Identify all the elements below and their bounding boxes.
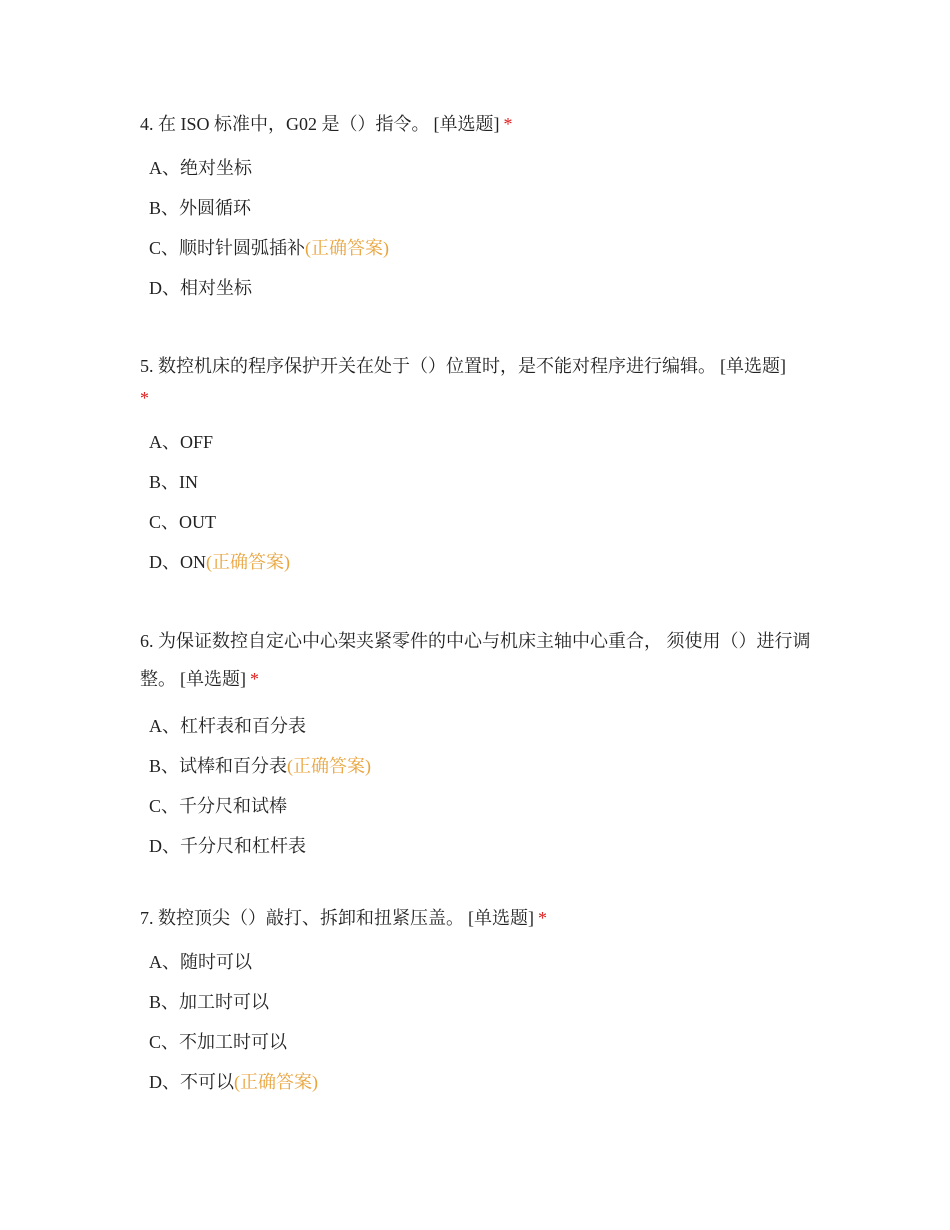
- option-c[interactable]: [140, 786, 820, 826]
- option-text: D、相对坐标: [149, 278, 252, 298]
- required-marker: *: [140, 388, 149, 408]
- option-a[interactable]: [140, 422, 820, 462]
- option-b[interactable]: [140, 188, 820, 228]
- question-type-label: [单选题]: [433, 114, 500, 134]
- option-list: [140, 422, 820, 582]
- option-d[interactable]: [140, 542, 820, 582]
- option-c[interactable]: [140, 1022, 820, 1062]
- option-d[interactable]: [140, 826, 820, 866]
- option-text: B、IN: [149, 472, 198, 492]
- correct-answer-label: (正确答案): [206, 552, 290, 572]
- option-c[interactable]: [140, 228, 820, 268]
- question-type-label: [单选题]: [720, 356, 786, 376]
- question-7: [140, 902, 820, 1102]
- option-c[interactable]: [140, 502, 820, 542]
- option-list: [140, 148, 820, 308]
- option-text: A、随时可以: [149, 952, 252, 972]
- option-text: C、千分尺和试棒: [149, 796, 288, 816]
- question-title: [140, 108, 820, 140]
- question-4: [140, 108, 820, 308]
- question-type-label: [单选题]: [468, 908, 534, 928]
- required-marker: *: [503, 114, 513, 134]
- question-text: 5. 数控机床的程序保护开关在处于（）位置时，是不能对程序进行编辑。: [140, 356, 716, 376]
- option-b[interactable]: [140, 462, 820, 502]
- required-marker: *: [250, 669, 259, 689]
- question-type-label: [单选题]: [180, 669, 246, 689]
- option-text: D、ON: [149, 552, 206, 572]
- option-d[interactable]: [140, 1062, 820, 1102]
- question-title: [140, 622, 820, 698]
- option-text: A、绝对坐标: [149, 158, 252, 178]
- correct-answer-label: (正确答案): [287, 756, 372, 776]
- correct-answer-label: (正确答案): [305, 238, 390, 258]
- option-b[interactable]: [140, 982, 820, 1022]
- option-text: B、加工时可以: [149, 992, 270, 1012]
- option-text: C、不加工时可以: [149, 1032, 288, 1052]
- question-text: 6. 为保证数控自定心中心架夹紧零件的中心与机床主轴中心重合， 须使用（）进行调整。: [140, 631, 811, 689]
- option-b[interactable]: [140, 746, 820, 786]
- option-text: A、杠杆表和百分表: [149, 716, 306, 736]
- required-marker: *: [538, 908, 547, 928]
- option-text: D、千分尺和杠杆表: [149, 836, 306, 856]
- option-a[interactable]: [140, 706, 820, 746]
- option-a[interactable]: [140, 148, 820, 188]
- question-text: 7. 数控顶尖（）敲打、拆卸和扭紧压盖。: [140, 908, 464, 928]
- option-list: [140, 706, 820, 866]
- question-6: [140, 622, 820, 866]
- question-text: 4. 在 ISO 标准中，G02 是（）指令。: [140, 114, 430, 134]
- option-list: [140, 942, 820, 1102]
- option-text: D、不可以: [149, 1072, 234, 1092]
- question-5: [140, 350, 820, 582]
- option-text: C、OUT: [149, 512, 216, 532]
- option-a[interactable]: [140, 942, 820, 982]
- question-title: [140, 902, 820, 934]
- correct-answer-label: (正确答案): [234, 1072, 318, 1092]
- option-d[interactable]: [140, 268, 820, 308]
- question-title: [140, 350, 820, 414]
- option-text: A、OFF: [149, 432, 214, 452]
- option-text: B、试棒和百分表: [149, 756, 288, 776]
- option-text: B、外圆循环: [149, 198, 252, 218]
- option-text: C、顺时针圆弧插补: [149, 238, 306, 258]
